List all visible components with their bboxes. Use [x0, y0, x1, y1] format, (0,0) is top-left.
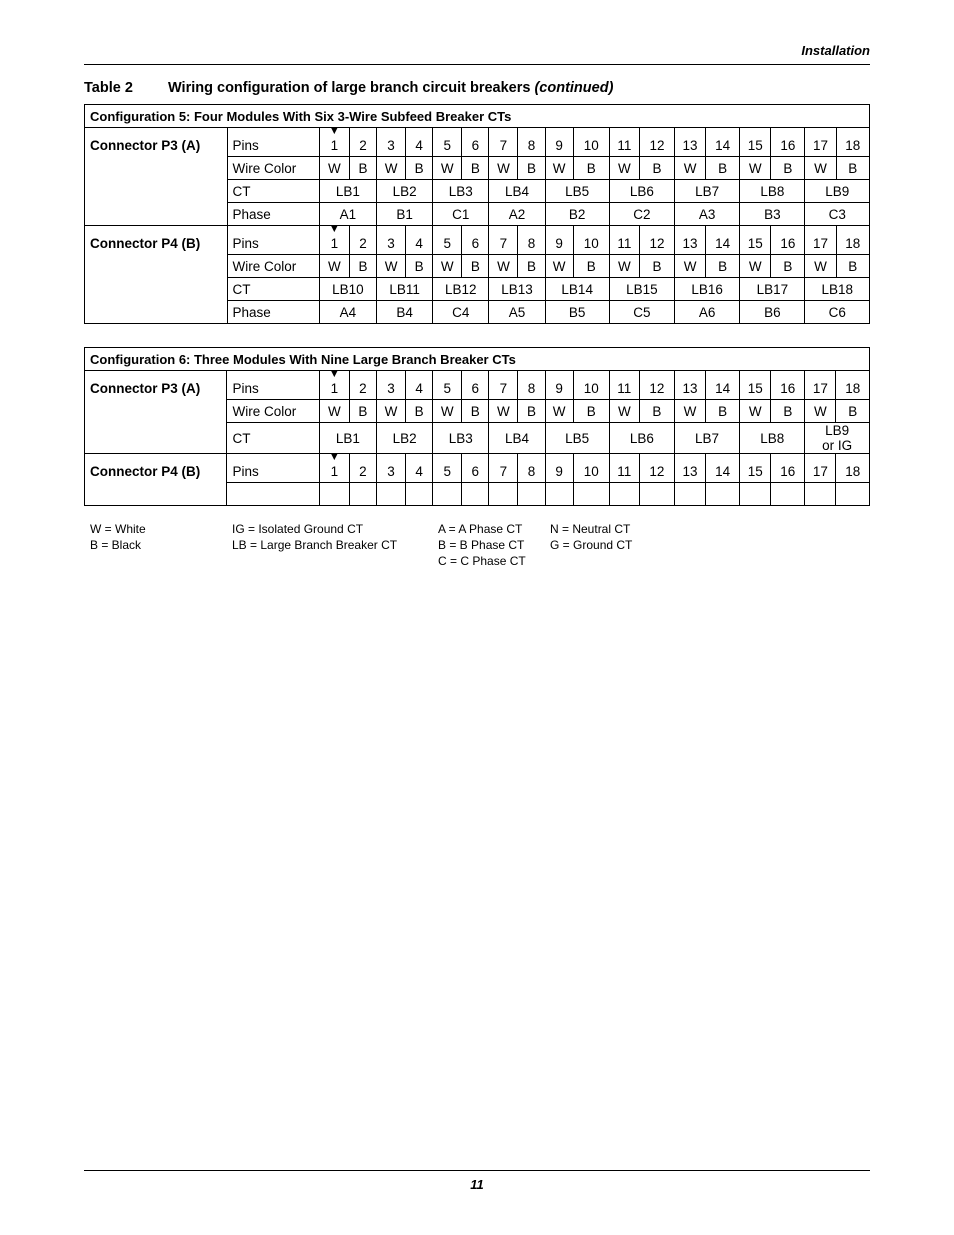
table-title: Wiring configuration of large branch circuit breakers	[168, 80, 531, 96]
pin-cell	[319, 223, 349, 255]
empty-cell	[489, 483, 518, 506]
pin-number: 1	[330, 235, 339, 251]
pin-cell: 18	[836, 371, 870, 400]
page-number: 11	[470, 1177, 484, 1192]
ct-cell: LB18	[805, 278, 870, 301]
pin-cell: 18	[836, 128, 869, 157]
pin-cell: 4	[406, 128, 433, 157]
wire-color-cell: W	[674, 400, 705, 423]
pin-cell: 4	[406, 371, 433, 400]
pin-cell: 17	[805, 371, 836, 400]
phase-cell: A2	[489, 203, 545, 226]
ct-cell: LB1	[319, 423, 376, 454]
wire-color-cell: W	[377, 255, 406, 278]
pin-number: 1	[330, 137, 339, 153]
pin-cell: 12	[639, 454, 674, 483]
wire-color-cell: B	[406, 157, 433, 180]
pin-cell: 4	[406, 226, 433, 255]
pin-cell: 18	[836, 454, 870, 483]
wire-color-cell: W	[489, 157, 518, 180]
ct-cell: LB7	[675, 180, 740, 203]
empty-cell	[706, 483, 740, 506]
ct-cell: LB4	[489, 180, 545, 203]
pin-cell: 11	[609, 226, 639, 255]
legend-column-neutral-ground	[550, 521, 632, 553]
wire-color-cell: W	[489, 255, 518, 278]
wire-color-cell: W	[377, 157, 406, 180]
wire-color-cell: B	[836, 157, 869, 180]
pin-cell: 17	[805, 454, 836, 483]
wire-color-cell: W	[740, 255, 771, 278]
config6-table	[84, 347, 870, 506]
empty-cell	[462, 483, 489, 506]
pin-cell: 8	[518, 454, 545, 483]
pin-cell: 2	[349, 371, 376, 400]
row-label-wire-color: Wire Color	[227, 255, 319, 278]
legend-item: C = C Phase CT	[438, 554, 526, 568]
pin-cell: 2	[349, 454, 376, 483]
wire-color-cell: B	[639, 400, 674, 423]
pin-cell: 5	[433, 128, 462, 157]
wire-color-cell: B	[462, 400, 489, 423]
wire-color-cell: B	[518, 255, 545, 278]
pin-cell: 3	[376, 371, 405, 400]
empty-cell	[674, 483, 705, 506]
pin-cell: 14	[706, 226, 740, 255]
ct-cell: LB2	[377, 180, 433, 203]
phase-cell: B5	[545, 301, 609, 324]
wire-color-cell: B	[639, 157, 674, 180]
wire-color-cell: W	[609, 157, 639, 180]
wire-color-cell: W	[319, 400, 349, 423]
empty-cell	[433, 483, 462, 506]
table-caption	[84, 80, 613, 96]
empty-cell	[740, 483, 771, 506]
ct-cell: LB8	[740, 423, 805, 454]
pin-cell: 4	[406, 454, 433, 483]
legend-column-ct-types	[232, 521, 397, 553]
ct-cell: LB12	[433, 278, 489, 301]
pin-cell: 15	[740, 454, 771, 483]
pin-cell	[319, 368, 349, 400]
wire-color-cell: W	[545, 255, 573, 278]
wire-color-cell: W	[545, 157, 573, 180]
wire-color-cell: W	[319, 157, 349, 180]
ct-cell-last	[805, 423, 870, 454]
phase-cell: A6	[675, 301, 740, 324]
pin1-marker-icon: ▼	[328, 451, 340, 463]
ct-cell: LB14	[545, 278, 609, 301]
pin-number: 1	[330, 380, 339, 396]
pin-cell: 14	[706, 128, 740, 157]
ct-cell: LB6	[609, 180, 674, 203]
wire-color-cell: B	[349, 400, 376, 423]
phase-cell: A1	[319, 203, 376, 226]
header-section: Installation	[801, 43, 870, 58]
pin-cell: 9	[545, 226, 573, 255]
pin-cell	[319, 125, 349, 157]
pin1-marker-icon: ▼	[328, 125, 340, 137]
wire-color-cell: B	[639, 255, 674, 278]
pin-cell: 6	[462, 128, 489, 157]
wire-color-cell: W	[489, 400, 518, 423]
row-label-pins: Pins	[227, 371, 319, 400]
wire-color-cell: W	[609, 400, 639, 423]
pin-cell: 17	[805, 128, 836, 157]
ct-cell: LB7	[674, 423, 739, 454]
legend-item: LB = Large Branch Breaker CT	[232, 538, 398, 552]
phase-cell: A5	[489, 301, 545, 324]
pin-cell: 12	[639, 226, 674, 255]
phase-cell: B2	[545, 203, 609, 226]
row-label-pins: Pins	[227, 454, 319, 483]
ct-cell: LB13	[489, 278, 545, 301]
wire-color-cell: W	[433, 157, 462, 180]
pin-cell: 11	[609, 371, 639, 400]
phase-cell: B3	[740, 203, 805, 226]
pin-cell: 16	[771, 128, 805, 157]
wire-color-cell: B	[706, 255, 740, 278]
ct-cell: LB4	[489, 423, 545, 454]
phase-cell: C4	[433, 301, 489, 324]
pin-cell: 14	[706, 454, 740, 483]
wire-color-cell: W	[545, 400, 573, 423]
config-title: Configuration 6: Three Modules With Nine Large Branch Breaker CTs	[85, 348, 870, 371]
ct-cell: LB5	[545, 423, 609, 454]
phase-cell: C6	[805, 301, 870, 324]
wire-color-cell: W	[376, 400, 405, 423]
legend-column-wire	[90, 521, 146, 553]
ct-cell: LB3	[433, 423, 489, 454]
phase-cell: A4	[319, 301, 376, 324]
wire-color-cell: B	[573, 157, 609, 180]
connector-label: Connector P3 (A)	[85, 128, 228, 226]
connector-label: Connector P4 (B)	[85, 454, 227, 506]
ct-cell: LB8	[740, 180, 805, 203]
pin-cell	[319, 451, 349, 483]
phase-cell: C5	[609, 301, 674, 324]
wire-color-cell: B	[518, 400, 545, 423]
wire-color-cell: W	[319, 255, 349, 278]
ct-cell: LB15	[609, 278, 674, 301]
pin-cell: 7	[489, 128, 518, 157]
pin-cell: 17	[805, 226, 836, 255]
pin-cell: 10	[573, 128, 609, 157]
wire-color-cell: B	[771, 255, 805, 278]
empty-cell	[319, 483, 349, 506]
pin-cell: 6	[462, 371, 489, 400]
pin-cell: 6	[462, 454, 489, 483]
wire-color-cell: W	[805, 255, 836, 278]
empty-cell	[609, 483, 639, 506]
row-label-wire-color: Wire Color	[227, 400, 319, 423]
empty-cell	[836, 483, 870, 506]
legend-item: N = Neutral CT	[550, 522, 631, 536]
pin-cell: 13	[675, 128, 706, 157]
ct-last-line2: or IG	[822, 438, 853, 453]
ct-cell: LB10	[319, 278, 376, 301]
pin-cell: 12	[639, 128, 674, 157]
wire-color-cell: W	[675, 157, 706, 180]
pin-cell: 3	[376, 454, 405, 483]
wire-color-cell: B	[406, 255, 433, 278]
empty-cell	[518, 483, 545, 506]
header-rule	[84, 64, 870, 65]
row-label-ct: CT	[227, 423, 319, 454]
pin-cell: 10	[573, 371, 609, 400]
row-label-phase: Phase	[227, 301, 319, 324]
ct-cell: LB6	[609, 423, 674, 454]
pin-cell: 13	[675, 226, 706, 255]
wire-color-cell: B	[462, 157, 489, 180]
pin-cell: 3	[377, 128, 406, 157]
wire-color-cell: W	[740, 400, 771, 423]
connector-label: Connector P3 (A)	[85, 371, 227, 454]
ct-cell: LB11	[377, 278, 433, 301]
pin-cell: 8	[518, 226, 545, 255]
pin-cell: 13	[674, 454, 705, 483]
pin-cell: 11	[609, 454, 639, 483]
table-continued: (continued)	[534, 80, 614, 96]
pin-cell: 6	[462, 226, 489, 255]
pin-cell: 9	[545, 128, 573, 157]
wire-color-cell: B	[406, 400, 433, 423]
row-label-phase: Phase	[227, 203, 319, 226]
pin-cell: 8	[518, 371, 545, 400]
empty-cell	[227, 483, 319, 506]
phase-cell: C2	[609, 203, 674, 226]
wire-color-cell: B	[573, 255, 609, 278]
wire-color-cell: W	[675, 255, 706, 278]
pin-cell: 7	[489, 454, 518, 483]
legend-item: IG = Isolated Ground CT	[232, 522, 364, 536]
ct-cell: LB17	[740, 278, 805, 301]
pin-cell: 18	[836, 226, 869, 255]
ct-cell: LB1	[319, 180, 376, 203]
empty-cell	[545, 483, 573, 506]
wire-color-cell: B	[706, 400, 740, 423]
empty-cell	[376, 483, 405, 506]
phase-cell: A3	[675, 203, 740, 226]
pin1-marker-icon: ▼	[328, 368, 340, 380]
ct-cell: LB5	[545, 180, 609, 203]
pin-cell: 8	[518, 128, 545, 157]
wire-color-cell: B	[836, 255, 869, 278]
wire-color-cell: W	[805, 157, 836, 180]
pin-cell: 9	[545, 454, 573, 483]
row-label-wire-color: Wire Color	[227, 157, 319, 180]
ct-cell: LB2	[376, 423, 432, 454]
pin-cell: 5	[433, 454, 462, 483]
pin-cell: 13	[674, 371, 705, 400]
pin-cell: 7	[489, 226, 518, 255]
empty-cell	[639, 483, 674, 506]
pin-cell: 15	[740, 371, 771, 400]
ct-last-line1: LB9	[825, 423, 850, 438]
wire-color-cell: B	[518, 157, 545, 180]
ct-cell: LB3	[433, 180, 489, 203]
wire-color-cell: B	[706, 157, 740, 180]
footer-rule	[84, 1170, 870, 1171]
legend-item: B = B Phase CT	[438, 538, 525, 552]
pin-cell: 16	[771, 454, 805, 483]
connector-label: Connector P4 (B)	[85, 226, 228, 324]
pin-cell: 15	[740, 128, 771, 157]
pin1-marker-icon: ▼	[328, 223, 340, 235]
ct-cell: LB16	[675, 278, 740, 301]
legend-column-phases	[438, 521, 526, 569]
row-label-pins: Pins	[227, 226, 319, 255]
wire-color-cell: W	[433, 255, 462, 278]
wire-color-cell: W	[805, 400, 836, 423]
pin-cell: 10	[573, 454, 609, 483]
pin-cell: 10	[573, 226, 609, 255]
empty-cell	[349, 483, 376, 506]
row-label-pins: Pins	[227, 128, 319, 157]
empty-cell	[573, 483, 609, 506]
wire-color-cell: B	[573, 400, 609, 423]
wire-color-cell: B	[836, 400, 870, 423]
phase-cell: C3	[805, 203, 870, 226]
wire-color-cell: B	[771, 400, 805, 423]
phase-cell: C1	[433, 203, 489, 226]
ct-cell: LB9	[805, 180, 870, 203]
wire-color-cell: B	[349, 157, 376, 180]
phase-cell: B4	[377, 301, 433, 324]
wire-color-cell: W	[433, 400, 462, 423]
phase-cell: B1	[377, 203, 433, 226]
pin-cell: 3	[377, 226, 406, 255]
wire-color-cell: B	[771, 157, 805, 180]
empty-cell	[406, 483, 433, 506]
wire-color-cell: W	[740, 157, 771, 180]
legend-item: W = White	[90, 522, 146, 536]
pin-cell: 16	[771, 226, 805, 255]
config-title: Configuration 5: Four Modules With Six 3-Wire Subfeed Breaker CTs	[85, 105, 870, 128]
wire-color-cell: B	[349, 255, 376, 278]
phase-cell: B6	[740, 301, 805, 324]
empty-cell	[805, 483, 836, 506]
pin-cell: 2	[349, 128, 376, 157]
row-label-ct: CT	[227, 278, 319, 301]
legend-item: B = Black	[90, 538, 142, 552]
pin-cell: 9	[545, 371, 573, 400]
pin-cell: 15	[740, 226, 771, 255]
legend-item: G = Ground CT	[550, 538, 633, 552]
pin-cell: 2	[349, 226, 376, 255]
pin-cell: 5	[433, 371, 462, 400]
pin-cell: 5	[433, 226, 462, 255]
empty-cell	[771, 483, 805, 506]
pin-cell: 7	[489, 371, 518, 400]
wire-color-cell: B	[462, 255, 489, 278]
pin-cell: 11	[609, 128, 639, 157]
pin-cell: 12	[639, 371, 674, 400]
legend-item: A = A Phase CT	[438, 522, 523, 536]
wire-color-cell: W	[609, 255, 639, 278]
pin-number: 1	[330, 463, 339, 479]
pin-cell: 14	[706, 371, 740, 400]
table-number: Table 2	[84, 80, 133, 96]
row-label-ct: CT	[227, 180, 319, 203]
pin-cell: 16	[771, 371, 805, 400]
config5-table	[84, 104, 870, 324]
